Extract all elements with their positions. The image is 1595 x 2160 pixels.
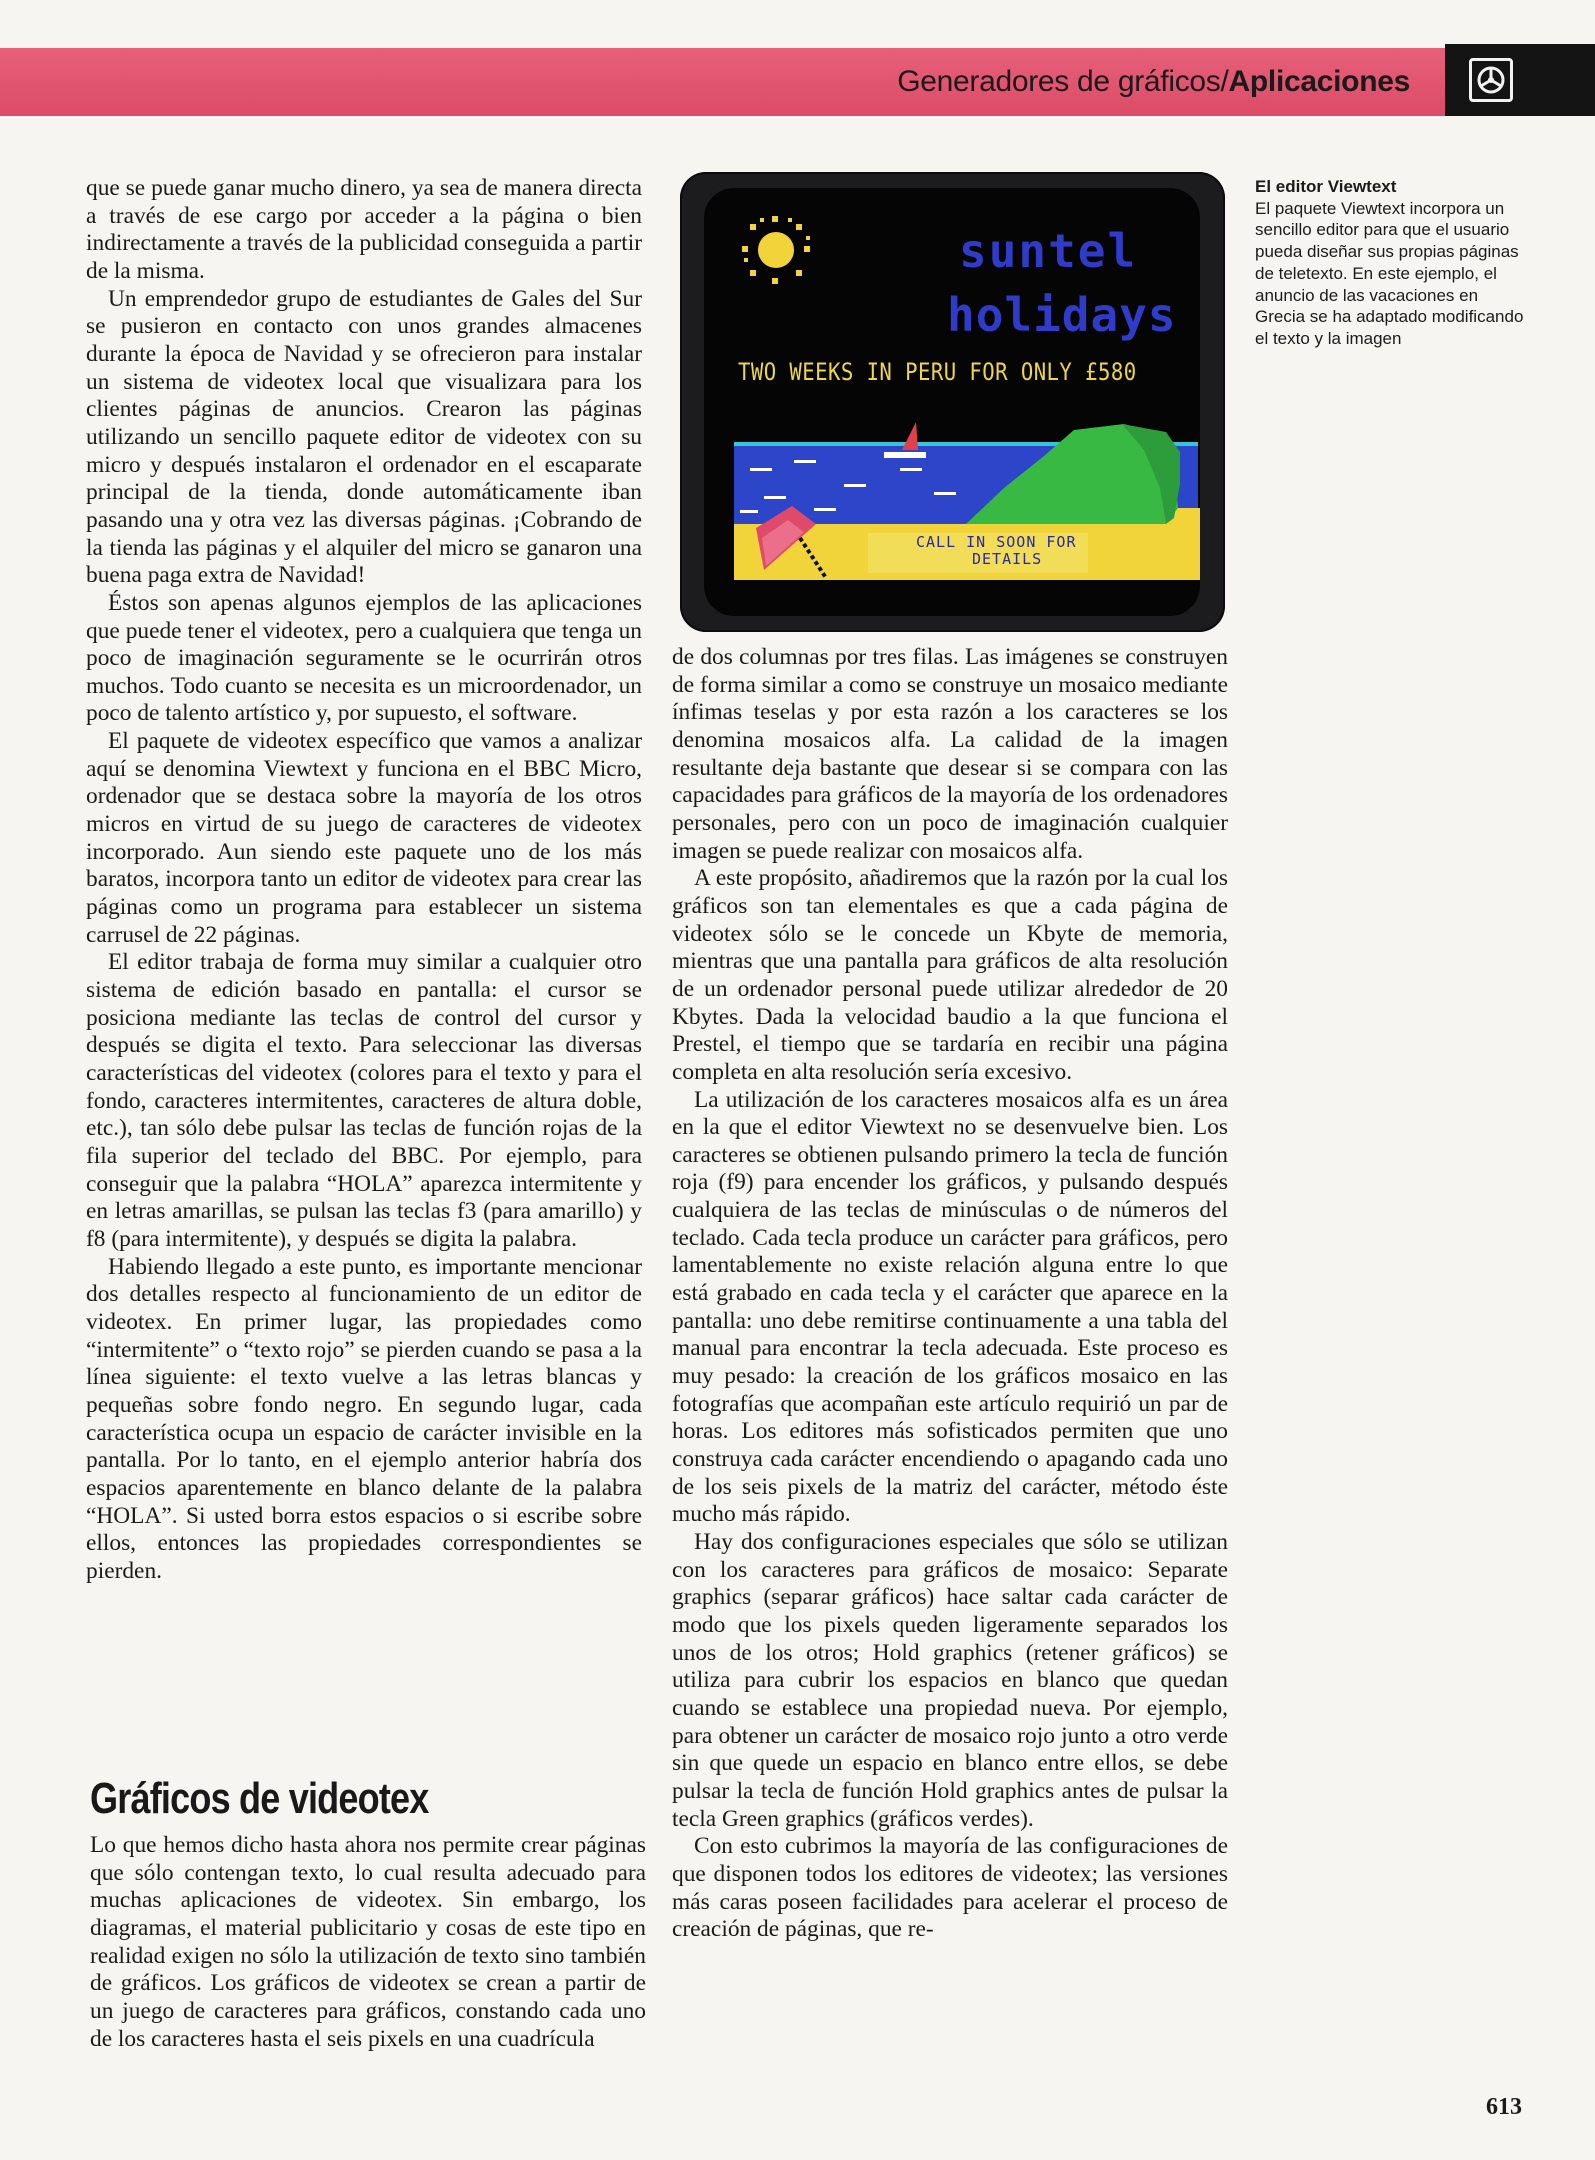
offer-text: TWO WEEKS IN PERU FOR ONLY £580 <box>738 358 1137 386</box>
call-text-line-1: CALL IN SOON FOR <box>916 533 1077 551</box>
paragraph: A este propósito, añadiremos que la razón por la cual los gráficos son tan elementales es que a cada página de videotex sólo se le concede un Kbyte de memoria, mientras que una pantalla para gráficos de alta resolución de un ordenador personal puede utilizar alrededor de 20 Kbytes. Dada la velocidad baudio a la que funciona el Prestel, el tiempo que se tardaría en recibir una página completa en alta resolución sería excesivo. <box>672 865 1228 1085</box>
viewtext-screen <box>704 188 1200 616</box>
caption-title: El editor Viewtext <box>1255 177 1397 196</box>
sailboat-icon <box>884 422 926 458</box>
section-header <box>0 48 1410 116</box>
paragraph: Éstos son apenas algunos ejemplos de las aplicaciones que puede tener el videotex, pero a cualquiera que tenga un poco de imaginación seguramente se le ocurrirán otros muchos. Todo cuanto se necesita es un microordenador, un poco de talento artístico y, por supuesto, el software. <box>86 589 642 727</box>
paragraph: Un emprendedor grupo de estudiantes de Gales del Sur se pusieron en contacto con unos grandes almacenes durante la época de Navidad y se ofrecieron para instalar un sistema de videotex local que visualizara para los clientes páginas de anuncios. Crearon las páginas utilizando un sencillo paquete editor de videotex con su micro y después instalaron el ordenador en el escaparate principal de la tienda, donde automáticamente iban pasando una y otra vez las diversas páginas. ¡Cobrando de la tienda las páginas y el alquiler del micro se ganaron una buena paga extra de Navidad! <box>86 285 642 589</box>
paragraph: El editor trabaja de forma muy similar a cualquier otro sistema de edición basado en pantalla: el cursor se posiciona mediante las teclas de control del cursor y después se digita el texto. Para seleccionar las diversas características del videotex (colores para el texto y para el fondo, caracteres intermitentes, caracteres de altura doble, etc.), tan sólo debe pulsar las teclas de función rojas de la fila superior del teclado del BBC. Por ejemplo, para conseguir que la palabra “HOLA” aparezca intermitente y en letras amarillas, se pulsan las teclas f3 (para amarillo) y f8 (para intermitente), y después se digita la palabra. <box>86 949 642 1252</box>
paragraph: de dos columnas por tres filas. Las imágenes se construyen de forma similar a como se construye un mosaico mediante ínfimas teselas y por esta razón a los caracteres se los denomina mosaicos alfa. La calidad de la imagen resultante deja bastante que desear si se compara con las capacidades para gráficos de la mayoría de los ordenadores personales, pero con un poco de imaginación cualquier imagen se puede realizar con mosaicos alfa. <box>672 644 1228 864</box>
paragraph: Hay dos configuraciones especiales que sólo se utilizan con los caracteres para gráficos de mosaico: Separate graphics (separar gráficos) hace saltar cada carácter de modo que los pixels queden ligeramente separados los unos de los otros; Hold graphics (retener gráficos) se utiliza para cubrir los espacios en blanco que quedan cuando se establece una propiedad nueva. Por ejemplo, para obtener un carácter de mosaico rojo junto a otro verde sin que quede un espacio en blanco entre ellos, se debe pulsar la tecla de función Hold graphics antes de pulsar la tecla Green graphics (gráficos verdes). <box>672 1529 1228 1832</box>
caption-text: El paquete Viewtext incorpora un sencillo editor para que el usuario pueda diseñar sus propias páginas de teletexto. En este ejemplo, el anuncio de las vacaciones en Grecia se ha adaptado modificando el texto y la imagen <box>1255 198 1524 348</box>
figure-caption <box>1255 176 1527 350</box>
paragraph: que se puede ganar mucho dinero, ya sea de manera directa a través de ese cargo por acceder a la página o bien indirectamente a través de la publicidad conseguida a partir de la misma. <box>86 175 642 284</box>
left-column <box>86 175 642 1585</box>
header-title-bold: Aplicaciones <box>1228 65 1410 98</box>
paragraph: Con esto cubrimos la mayoría de las configuraciones de que disponen todos los editores de videotex; las versiones más caras poseen facilidades para acelerar el proceso de creación de páginas, que re- <box>672 1833 1228 1943</box>
brand-line-1: suntel <box>959 224 1138 278</box>
header-logo-block <box>1445 44 1595 116</box>
right-column <box>672 644 1228 1944</box>
paragraph: El paquete de videotex específico que vamos a analizar aquí se denomina Viewtext y funciona en el BBC Micro, ordenador que se destaca sobre la mayoría de los otros micros en virtud de su juego de caracteres de videotex incorporado. Aun siendo este paquete uno de los más baratos, incorpora tanto un editor de videotex para crear las páginas como un programa para establecer un sistema carrusel de 22 páginas. <box>86 728 642 948</box>
section-column <box>90 1832 646 2053</box>
paragraph: La utilización de los caracteres mosaicos alfa es un área en la que el editor Viewtext no se desenvuelve bien. Los caracteres se obtienen pulsando primero la tecla de función roja (f9) para encender los gráficos, y pulsando después cualquiera de las teclas de minúsculas o de números del teclado. Cada tecla produce un carácter para gráficos, pero lamentablemente no existe relación alguna entre lo que está grabado en cada tecla y el carácter que aparece en la pantalla: uno debe remitirse continuamente a una tabla del manual para encontrar la tecla adecuada. Este proceso es muy pesado: la creación de los gráficos mosaico en las fotografías que acompañan este artículo requirió un par de horas. Los editores más sofisticados permiten que uno construya cada carácter encendiendo o apagando cada uno de los seis pixels de la matriz del carácter, método éste mucho más rápido. <box>672 1086 1228 1528</box>
section-heading: Gráficos de videotex <box>90 1774 429 1823</box>
page-number: 613 <box>1486 2094 1522 2120</box>
paragraph: Lo que hemos dicho hasta ahora nos permite crear páginas que sólo contengan texto, lo cual resulta adecuado para muchas aplicaciones de videotex. Sin embargo, los diagramas, el material publicitario y cosas de este tipo en realidad exigen no sólo la utilización de texto sino también de gráficos. Los gráficos de videotex se crean a partir de un juego de caracteres para gráficos, constando cada uno de los caracteres hasta el seis pixels en una cuadrícula <box>90 1832 646 2052</box>
call-text-line-2: DETAILS <box>972 550 1043 568</box>
sun-icon <box>742 216 810 284</box>
brand-line-2: holidays <box>947 288 1177 342</box>
steering-wheel-logo-icon <box>1469 58 1513 102</box>
header-title-regular: Generadores de gráficos/ <box>897 65 1229 98</box>
paragraph: Habiendo llegado a este punto, es importante mencionar dos detalles respecto al funcionamiento de un editor de videotex. En primer lugar, las propiedades como “intermitente” o “texto rojo” se pierden cuando se pasa a la línea siguiente: el texto vuelve a las letras blancas y pequeñas sobre fondo negro. En segundo lugar, cada característica ocupa un espacio de carácter invisible en la pantalla. Por lo tanto, en el ejemplo anterior habría dos espacios aparentemente en blanco delante de la palabra “HOLA”. Si usted borra estos espacios o si escribe sobre ellos, entonces las propiedades correspondientes se pierden. <box>86 1253 642 1584</box>
